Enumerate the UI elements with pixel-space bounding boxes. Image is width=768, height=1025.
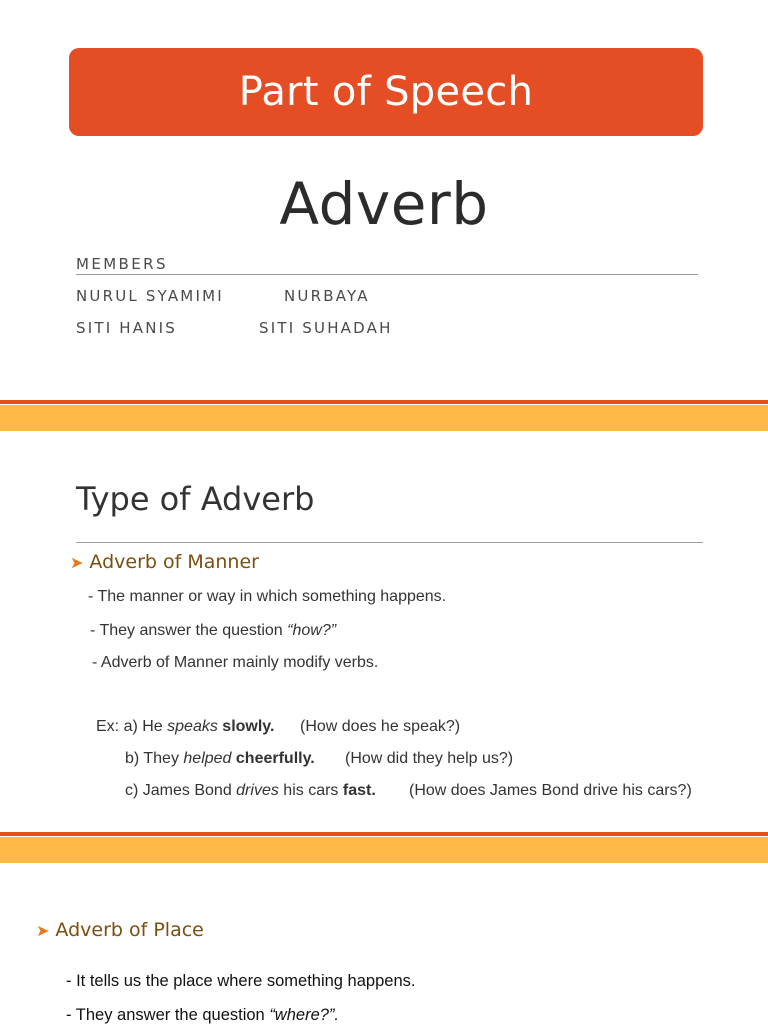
example-prefix: Ex: a) He	[96, 718, 168, 735]
example-verb: drives	[236, 782, 279, 799]
slide-separator-band	[0, 405, 768, 431]
section-title: Type of Adverb	[76, 480, 315, 518]
bullet-label: Adverb of Manner	[89, 551, 259, 573]
member-name: SITI HANIS	[76, 319, 178, 337]
example-c	[125, 782, 376, 800]
example-a	[96, 718, 274, 736]
example-verb: helped	[183, 750, 232, 767]
definition-line: - The manner or way in which something happens.	[88, 588, 447, 605]
definition-line: - It tells us the place where something happens.	[66, 972, 416, 990]
example-prefix: c) James Bond	[125, 782, 237, 799]
example-adverb: cheerfully.	[235, 750, 315, 767]
member-name: NURBAYA	[284, 287, 370, 305]
arrow-bullet-icon: ➤	[70, 552, 84, 572]
example-question: (How does he speak?)	[300, 718, 461, 735]
example-question: (How does James Bond drive his cars?)	[409, 782, 692, 799]
bullet-adverb-of-place	[36, 919, 204, 941]
example-verb: speaks	[167, 718, 218, 735]
example-adverb: fast.	[342, 782, 376, 799]
members-divider	[76, 274, 698, 275]
section-divider	[76, 542, 703, 543]
member-name: SITI SUHADAH	[259, 319, 393, 337]
banner-title: Part of Speech	[238, 69, 534, 115]
title-banner	[69, 48, 703, 136]
example-middle: his cars	[278, 782, 343, 799]
question-word: “how?”	[287, 622, 337, 639]
arrow-bullet-icon: ➤	[36, 920, 50, 940]
line-text: - They answer the question	[66, 1006, 270, 1024]
slide-separator-band	[0, 837, 768, 863]
member-name: NURUL SYAMIMI	[76, 287, 224, 305]
definition-line	[66, 1006, 339, 1025]
members-label: MEMBERS	[76, 255, 168, 273]
example-prefix: b) They	[125, 750, 184, 767]
question-word: “where?”.	[269, 1006, 340, 1024]
example-adverb: slowly.	[222, 718, 275, 735]
slide-separator-line	[0, 400, 768, 404]
slide-separator-line	[0, 832, 768, 836]
main-title: Adverb	[279, 170, 489, 238]
bullet-label: Adverb of Place	[55, 919, 204, 941]
bullet-adverb-of-manner	[70, 551, 259, 573]
example-b	[125, 750, 315, 768]
line-text: - They answer the question	[90, 622, 288, 639]
definition-line: - Adverb of Manner mainly modify verbs.	[92, 654, 379, 671]
example-question: (How did they help us?)	[345, 750, 514, 767]
definition-line	[90, 622, 336, 640]
